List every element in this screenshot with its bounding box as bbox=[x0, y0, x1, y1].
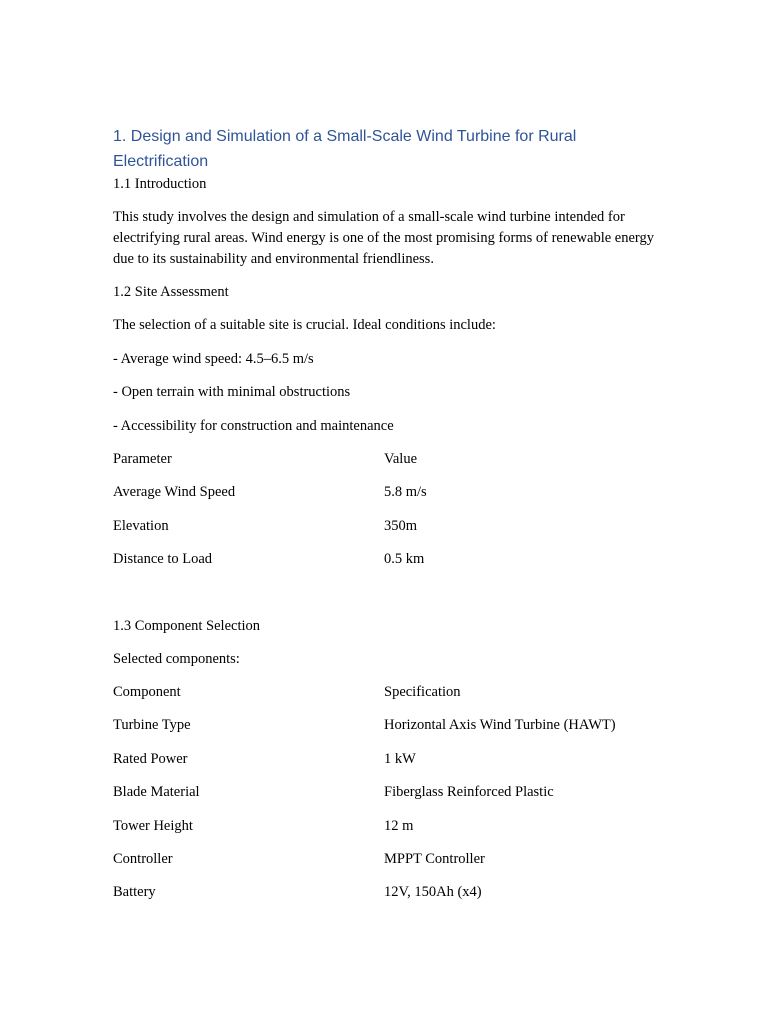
table-header-cell: Value bbox=[384, 451, 418, 467]
table-cell: Rated Power bbox=[113, 750, 188, 767]
component-selection-intro: Selected components: bbox=[113, 650, 240, 667]
table-cell: 5.8 m/s bbox=[384, 484, 427, 501]
table-cell: 12V, 150Ah (x4) bbox=[384, 884, 482, 901]
table-row bbox=[113, 816, 673, 836]
table-cell: 12 m bbox=[384, 817, 414, 834]
table-row bbox=[113, 715, 673, 735]
table-cell: Controller bbox=[113, 851, 173, 868]
table-cell: Elevation bbox=[113, 517, 169, 534]
section-spacer bbox=[113, 583, 673, 616]
document-title bbox=[113, 124, 673, 174]
document-title-line-2: Electrification bbox=[113, 153, 209, 170]
table-cell: Blade Material bbox=[113, 784, 200, 801]
component-table bbox=[113, 682, 673, 902]
site-assessment-intro: The selection of a suitable site is crucial. Ideal conditions include: bbox=[113, 317, 496, 333]
table-cell: Fiberglass Reinforced Plastic bbox=[384, 784, 554, 801]
site-bullet: - Average wind speed: 4.5–6.5 m/s bbox=[113, 350, 314, 367]
table-cell: 0.5 km bbox=[384, 551, 425, 568]
document-page bbox=[113, 124, 673, 916]
table-row bbox=[113, 849, 673, 869]
table-header-row bbox=[113, 449, 673, 469]
table-cell: 350m bbox=[384, 517, 418, 534]
intro-heading: 1.1 Introduction bbox=[113, 176, 207, 192]
table-cell: Average Wind Speed bbox=[113, 484, 236, 501]
table-header-cell: Component bbox=[113, 684, 181, 701]
table-header-cell: Parameter bbox=[113, 451, 172, 467]
table-cell: Battery bbox=[113, 884, 156, 901]
table-cell: Horizontal Axis Wind Turbine (HAWT) bbox=[384, 717, 616, 734]
table-cell: 1 kW bbox=[384, 750, 416, 767]
document-title-line-1: 1. Design and Simulation of a Small-Scale Wind Turbine for Rural bbox=[113, 128, 577, 145]
table-row bbox=[113, 882, 673, 902]
table-row bbox=[113, 516, 673, 536]
table-cell: Distance to Load bbox=[113, 551, 213, 568]
component-selection-heading: 1.3 Component Selection bbox=[113, 617, 260, 634]
table-row bbox=[113, 549, 673, 569]
site-bullet: - Open terrain with minimal obstructions bbox=[113, 384, 351, 400]
table-cell: MPPT Controller bbox=[384, 851, 485, 868]
table-row bbox=[113, 782, 673, 802]
site-bullet: - Accessibility for construction and maintenance bbox=[113, 417, 394, 434]
table-cell: Tower Height bbox=[113, 817, 193, 834]
intro-paragraph: This study involves the design and simulation of a small-scale wind turbine intended for electrifying rural areas. Wind energy is one of the most promising forms of renewable energy due to its sustainability and environmental friendliness. bbox=[113, 209, 654, 267]
table-row bbox=[113, 482, 673, 502]
table-cell: Turbine Type bbox=[113, 717, 191, 734]
site-assessment-heading: 1.2 Site Assessment bbox=[113, 284, 229, 300]
table-row bbox=[113, 749, 673, 769]
table-header-row bbox=[113, 682, 673, 702]
table-header-cell: Specification bbox=[384, 684, 461, 701]
site-parameters-table bbox=[113, 449, 673, 569]
